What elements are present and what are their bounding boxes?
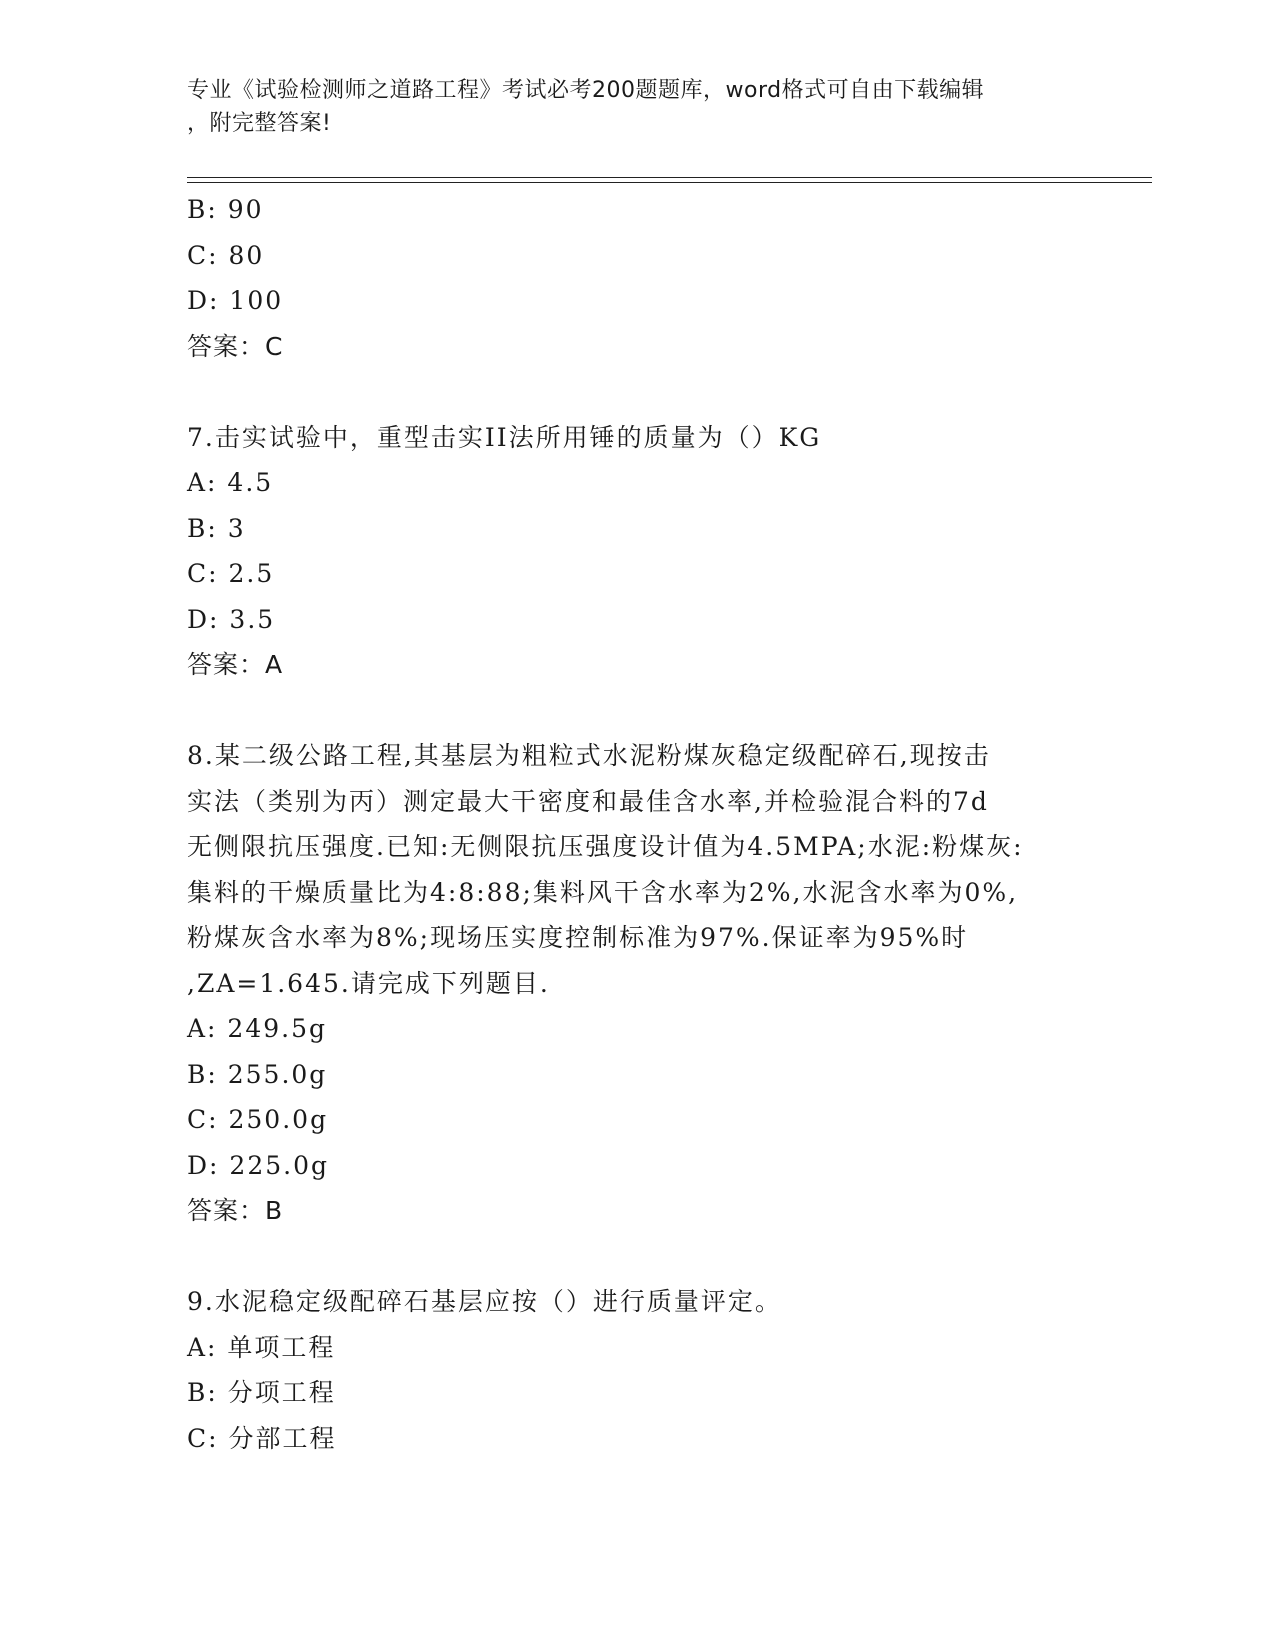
- header-title-line-1: 专业《试验检测师之道路工程》考试必考200题题库，word格式可自由下载编辑: [187, 78, 985, 103]
- question-8-text-line: 8.某二级公路工程,其基层为粗粒式水泥粉煤灰稳定级配碎石,现按击: [187, 741, 991, 770]
- answer-line: 答案：A: [187, 650, 284, 679]
- question-9-text: 9.水泥稳定级配碎石基层应按（）进行质量评定。: [187, 1287, 782, 1316]
- question-8-text-line: ,ZA=1.645.请完成下列题目.: [187, 968, 550, 998]
- option-b: B: 90: [187, 195, 264, 224]
- option-b: B: 255.0g: [187, 1059, 328, 1089]
- spacer: [187, 1234, 1087, 1280]
- option-c: C: 分部工程: [187, 1423, 337, 1453]
- option-d: D: 100: [187, 286, 284, 315]
- option-a: A: 249.5g: [187, 1014, 327, 1043]
- document-body: [187, 187, 1087, 1461]
- question-8-text-line: 集料的干燥质量比为4:8:88;集料风干含水率为2%,水泥含水率为0%,: [187, 877, 1019, 907]
- question-8-text-line: 无侧限抗压强度.已知:无侧限抗压强度设计值为4.5MPA;水泥:粉煤灰:: [187, 832, 1024, 861]
- option-c: C: 80: [187, 240, 265, 270]
- spacer: [187, 688, 1087, 734]
- header-divider-top: [187, 177, 1152, 178]
- option-c: C: 2.5: [187, 559, 275, 588]
- question-8-block: [187, 733, 1087, 1234]
- page-header: [187, 74, 1067, 140]
- option-d: D: 225.0g: [187, 1150, 329, 1180]
- question-8-text-line: 粉煤灰含水率为8%;现场压实度控制标准为97%.保证率为95%时: [187, 923, 969, 952]
- question-7-text: 7.击实试验中，重型击实II法所用锤的质量为（）KG: [187, 422, 822, 452]
- option-a: A: 单项工程: [187, 1332, 336, 1362]
- answer-line: 答案：B: [187, 1196, 284, 1225]
- prev-question-block: [187, 187, 1087, 369]
- question-9-block: [187, 1279, 1087, 1461]
- option-b: B: 3: [187, 513, 246, 543]
- option-b: B: 分项工程: [187, 1378, 336, 1407]
- header-divider-bottom: [187, 182, 1152, 183]
- option-c: C: 250.0g: [187, 1105, 329, 1134]
- header-title-line-2: ，附完整答案!: [187, 111, 332, 136]
- spacer: [187, 369, 1087, 415]
- option-a: A: 4.5: [187, 468, 274, 497]
- option-d: D: 3.5: [187, 604, 276, 634]
- question-8-text-line: 实法（类别为丙）测定最大干密度和最佳含水率,并检验混合料的7d: [187, 786, 989, 816]
- answer-line: 答案：C: [187, 331, 284, 361]
- question-8-text: [187, 733, 1087, 1006]
- question-7-block: [187, 415, 1087, 688]
